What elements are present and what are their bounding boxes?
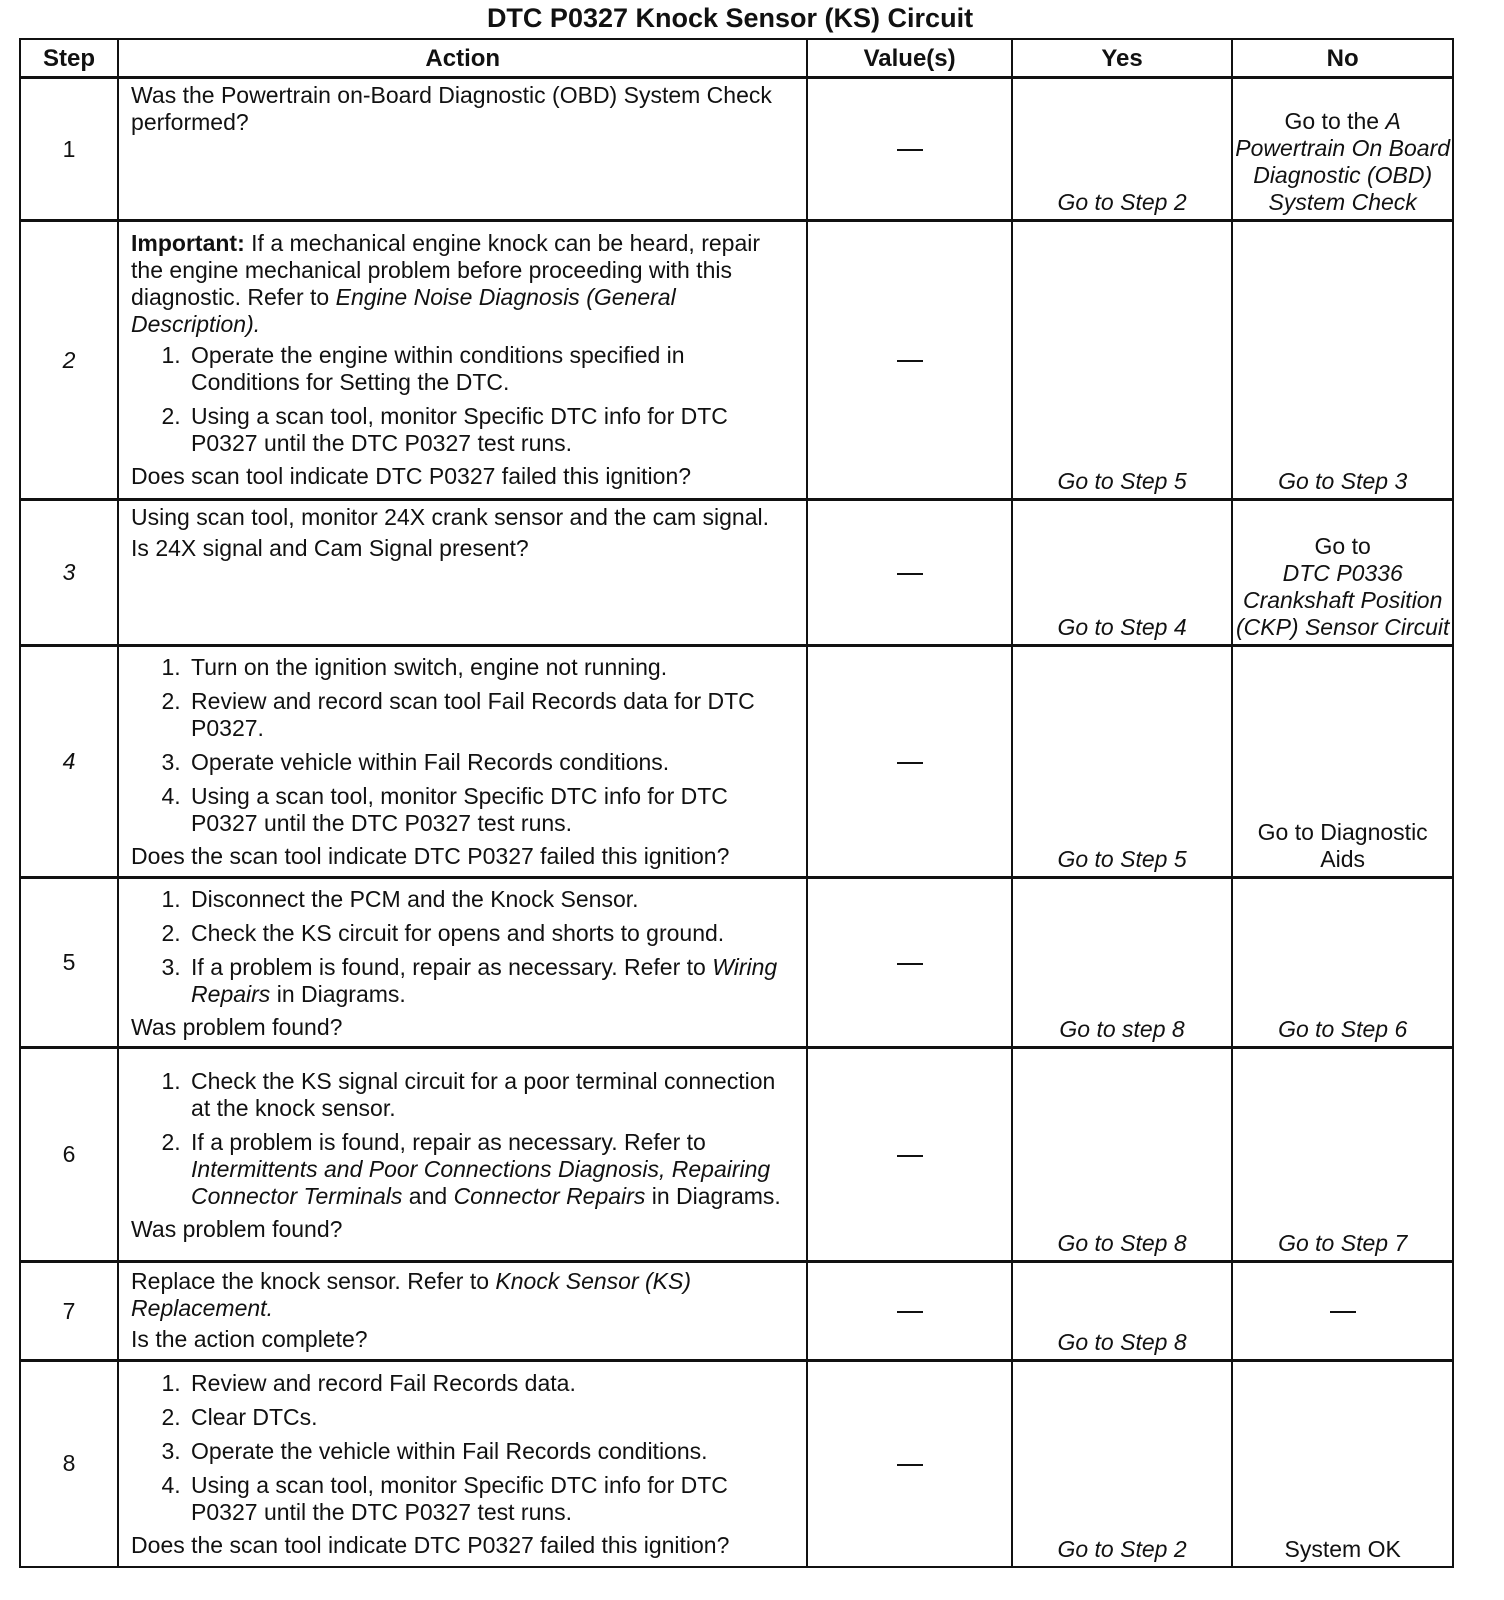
dash-glyph xyxy=(897,1155,923,1157)
no-link[interactable]: Go to Diagnostic Aids xyxy=(1232,646,1453,878)
col-header-action: Action xyxy=(118,39,807,78)
no-cell xyxy=(1232,1262,1453,1361)
step-number: 7 xyxy=(20,1262,118,1361)
dash-glyph xyxy=(897,360,923,362)
step-number: 5 xyxy=(20,878,118,1048)
list-item: 2. Clear DTCs. xyxy=(187,1404,794,1431)
dash-glyph xyxy=(897,573,923,575)
col-header-values: Value(s) xyxy=(807,39,1011,78)
action-cell xyxy=(118,1361,807,1567)
yes-link[interactable]: Go to step 8 xyxy=(1012,878,1233,1048)
no-link[interactable]: Go to Step 7 xyxy=(1232,1048,1453,1262)
action-list xyxy=(131,886,794,1008)
intermittents-link[interactable]: Intermittents and Poor Connections Diagnosis, Repairing Connector Terminals xyxy=(191,1155,771,1209)
no-ref-link[interactable]: DTC P0336 Crankshaft Position (CKP) Sensor Circuit xyxy=(1235,560,1450,640)
action-cell xyxy=(118,646,807,878)
list-item: 1. Check the KS signal circuit for a poor terminal connection at the knock sensor. xyxy=(187,1068,794,1122)
no-link[interactable]: Go to Step 3 xyxy=(1232,221,1453,500)
value-cell xyxy=(807,500,1011,646)
table-row xyxy=(20,1262,1453,1361)
connector-repairs-link[interactable]: Connector Repairs xyxy=(453,1182,646,1209)
value-cell xyxy=(807,78,1011,221)
action-text: Replace the knock sensor. Refer to xyxy=(131,1268,490,1294)
value-cell xyxy=(807,878,1011,1048)
item-tail: in Diagrams. xyxy=(276,980,406,1007)
yes-link[interactable]: Go to Step 2 xyxy=(1012,78,1233,221)
action-cell xyxy=(118,1048,807,1262)
question: Was problem found? xyxy=(131,1013,343,1040)
action-cell xyxy=(118,221,807,500)
list-item: 1. Operate the engine within conditions specified in Conditions for Setting the DTC. xyxy=(187,342,794,396)
important-ref-link[interactable]: Engine Noise Diagnosis (General Description). xyxy=(131,283,676,337)
question: Does the scan tool indicate DTC P0327 failed this ignition? xyxy=(131,843,730,869)
ks-replacement-link[interactable]: Knock Sensor (KS) Replacement. xyxy=(131,1268,692,1321)
list-item: 1. Disconnect the PCM and the Knock Sensor. xyxy=(187,886,794,913)
page-title: DTC P0327 Knock Sensor (KS) Circuit xyxy=(486,3,974,33)
list-item: 4. Using a scan tool, monitor Specific DTC info for DTC P0327 until the DTC P0327 test runs. xyxy=(187,1472,794,1526)
col-header-no: No xyxy=(1232,39,1453,78)
yes-link[interactable]: Go to Step 4 xyxy=(1012,500,1233,646)
yes-link[interactable]: Go to Step 8 xyxy=(1012,1048,1233,1262)
action-list xyxy=(131,1370,794,1526)
table-row xyxy=(20,878,1453,1048)
step-number: 2 xyxy=(20,221,118,500)
item-and: and xyxy=(408,1182,448,1209)
action-cell xyxy=(118,878,807,1048)
list-item: 1. Review and record Fail Records data. xyxy=(187,1370,794,1397)
important-text: If a mechanical engine knock can be heard, repair the engine mechanical problem before proceeding with this diagnostic. Refer to xyxy=(131,229,761,310)
list-item: 2. Check the KS circuit for opens and shorts to ground. xyxy=(187,920,794,947)
action-cell xyxy=(118,1262,807,1361)
action-text: Was the Powertrain on-Board Diagnostic (OBD) System Check performed? xyxy=(131,82,772,135)
yes-link[interactable]: Go to Step 5 xyxy=(1012,646,1233,878)
wiring-repairs-link[interactable]: Wiring Repairs xyxy=(191,953,778,1007)
action-list xyxy=(131,1068,794,1210)
list-item: 1. Turn on the ignition switch, engine not running. xyxy=(187,654,794,681)
value-cell xyxy=(807,1262,1011,1361)
step-number: 1 xyxy=(20,78,118,221)
table-row xyxy=(20,78,1453,221)
no-link[interactable]: System OK xyxy=(1232,1361,1453,1567)
table-row xyxy=(20,646,1453,878)
header-row xyxy=(20,39,1453,78)
step-number: 6 xyxy=(20,1048,118,1262)
action-cell xyxy=(118,500,807,646)
list-item xyxy=(187,954,794,1008)
no-cell[interactable] xyxy=(1232,500,1453,646)
list-item: 2. Using a scan tool, monitor Specific DTC info for DTC P0327 until the DTC P0327 test runs. xyxy=(187,403,794,457)
yes-link[interactable]: Go to Step 8 xyxy=(1012,1262,1233,1361)
no-cell[interactable] xyxy=(1232,78,1453,221)
question: Is the action complete? xyxy=(131,1326,368,1352)
action-cell xyxy=(118,78,807,221)
step-number: 4 xyxy=(20,646,118,878)
no-ref-link[interactable]: A Powertrain On Board Diagnostic (OBD) System Check xyxy=(1235,108,1451,215)
question: Does scan tool indicate DTC P0327 failed this ignition? xyxy=(131,462,692,489)
question: Does the scan tool indicate DTC P0327 failed this ignition? xyxy=(131,1531,730,1558)
diagnostic-table xyxy=(19,38,1454,1568)
dash-glyph xyxy=(1330,1311,1356,1313)
yes-link[interactable]: Go to Step 2 xyxy=(1012,1361,1233,1567)
yes-link[interactable]: Go to Step 5 xyxy=(1012,221,1233,500)
no-text: Go to xyxy=(1314,533,1371,559)
dash-glyph xyxy=(897,1464,923,1466)
table-row xyxy=(20,221,1453,500)
dash-glyph xyxy=(897,963,923,965)
action-list xyxy=(131,654,794,837)
list-item: 3. Operate vehicle within Fail Records conditions. xyxy=(187,749,794,776)
item-text: If a problem is found, repair as necessary. Refer to xyxy=(191,953,706,980)
step-number: 3 xyxy=(20,500,118,646)
no-link[interactable]: Go to Step 6 xyxy=(1232,878,1453,1048)
value-cell xyxy=(807,1361,1011,1567)
dash-glyph xyxy=(897,1311,923,1313)
value-cell xyxy=(807,221,1011,500)
important-label: Important: xyxy=(131,229,245,256)
list-item: 4. Using a scan tool, monitor Specific DTC info for DTC P0327 until the DTC P0327 test runs. xyxy=(187,783,794,837)
step-number: 8 xyxy=(20,1361,118,1567)
no-text: Go to the xyxy=(1284,108,1380,134)
dash-glyph xyxy=(897,149,923,151)
value-cell xyxy=(807,646,1011,878)
action-list xyxy=(131,342,794,457)
question: Is 24X signal and Cam Signal present? xyxy=(131,535,529,561)
table-row xyxy=(20,1361,1453,1567)
col-header-yes: Yes xyxy=(1012,39,1233,78)
list-item: 2. Review and record scan tool Fail Records data for DTC P0327. xyxy=(187,688,794,742)
list-item xyxy=(187,1129,794,1210)
col-header-step: Step xyxy=(20,39,118,78)
question: Was problem found? xyxy=(131,1215,343,1242)
action-text: Using scan tool, monitor 24X crank sensor and the cam signal. xyxy=(131,504,769,530)
item-tail: in Diagrams. xyxy=(651,1182,781,1209)
table-row xyxy=(20,1048,1453,1262)
dash-glyph xyxy=(897,762,923,764)
item-text: If a problem is found, repair as necessary. Refer to xyxy=(191,1128,706,1155)
table-row xyxy=(20,500,1453,646)
value-cell xyxy=(807,1048,1011,1262)
list-item: 3. Operate the vehicle within Fail Records conditions. xyxy=(187,1438,794,1465)
